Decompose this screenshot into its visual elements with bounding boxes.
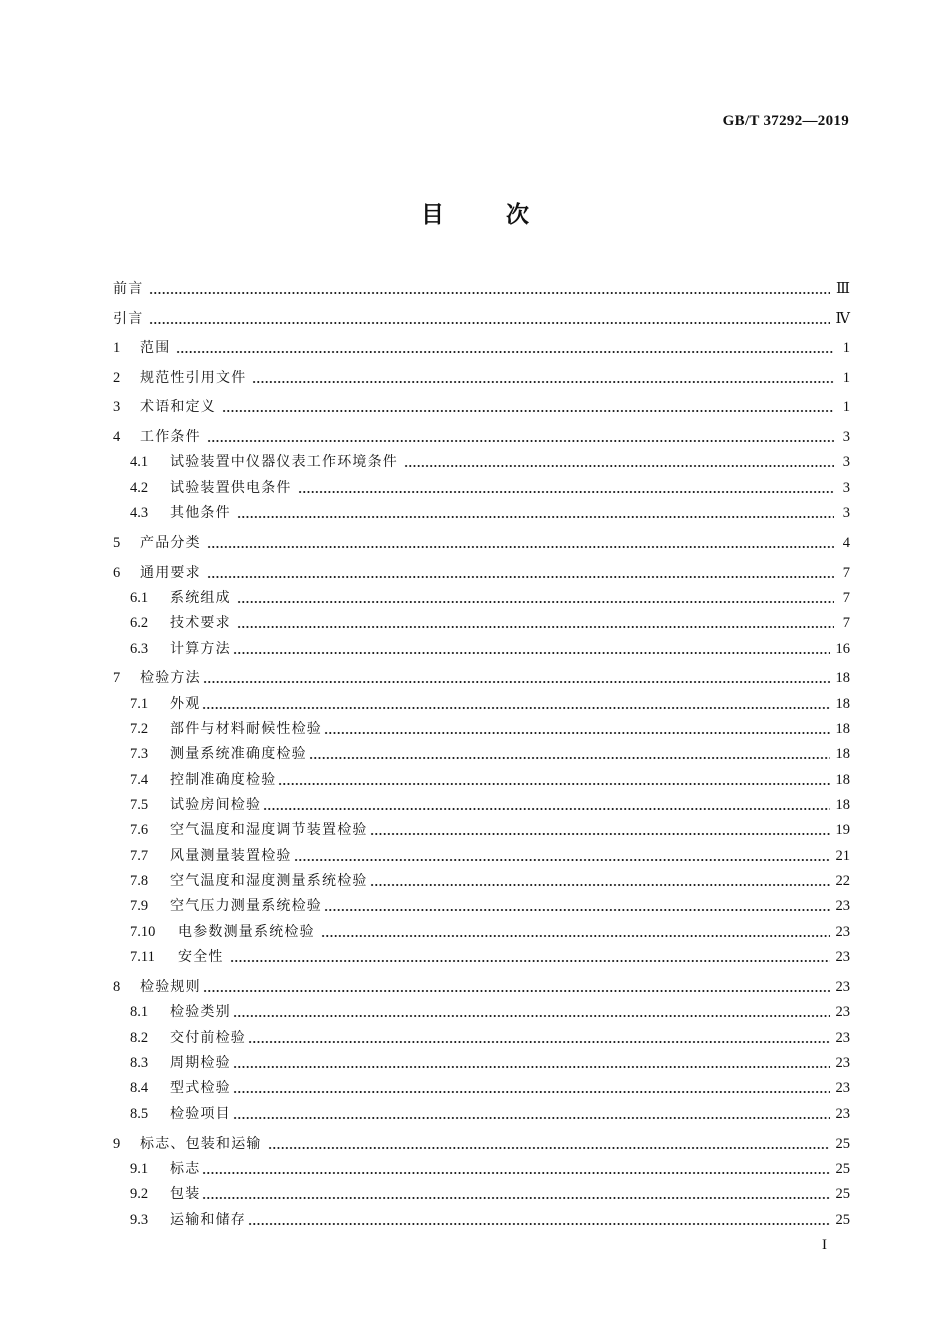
toc-leader-dots	[321, 935, 830, 937]
toc-entry-title: 电参数测量系统检验	[178, 924, 315, 940]
toc-entry-title: 风量测量装置检验	[170, 848, 292, 864]
toc-entry-page: 23	[835, 1106, 850, 1122]
toc-entry-title: 计算方法	[170, 641, 231, 657]
toc-entry-page: 23	[835, 979, 850, 995]
toc-entry-title: 标志	[170, 1161, 201, 1177]
toc-entry[interactable]	[130, 1102, 850, 1126]
toc-leader-dots	[233, 652, 830, 654]
toc-entry[interactable]	[130, 1208, 850, 1232]
toc-leader-dots	[233, 1117, 830, 1119]
toc-entry-title: 标志、包装和运输	[140, 1136, 262, 1152]
toc-entry[interactable]	[130, 692, 850, 716]
toc-entry-page: 18	[835, 746, 850, 762]
toc-entry-number: 7.1	[130, 696, 149, 712]
toc-leader-dots	[176, 351, 834, 353]
toc-entry[interactable]	[113, 975, 850, 999]
toc-entry-title: 型式检验	[170, 1080, 231, 1096]
toc-entry-title: 规范性引用文件	[140, 370, 247, 386]
toc-leader-dots	[268, 1147, 830, 1149]
page-number: I	[822, 1237, 827, 1253]
title-char-2: 次	[506, 202, 529, 228]
toc-entry-number: 8	[113, 979, 121, 995]
toc-entry-number: 8.5	[130, 1106, 149, 1122]
toc-entry-title: 检验项目	[170, 1106, 231, 1122]
toc-entry-number: 9.2	[130, 1186, 149, 1202]
toc-leader-dots	[404, 465, 834, 467]
toc-entry-page: 7	[842, 590, 850, 606]
toc-entry[interactable]	[113, 277, 850, 301]
toc-entry[interactable]	[130, 637, 850, 661]
toc-entry-title: 产品分类	[140, 535, 201, 551]
toc-entry[interactable]	[113, 666, 850, 690]
toc-leader-dots	[149, 322, 829, 324]
toc-entry[interactable]	[130, 476, 850, 500]
toc-entry[interactable]	[130, 611, 850, 635]
toc-entry[interactable]	[113, 561, 850, 585]
toc-leader-dots	[298, 491, 834, 493]
toc-entry[interactable]	[130, 920, 850, 944]
toc-entry[interactable]	[130, 1051, 850, 1075]
toc-entry-page: 16	[835, 641, 850, 657]
toc-entry-number: 7.4	[130, 772, 149, 788]
toc-entry-title: 工作条件	[140, 429, 201, 445]
toc-leader-dots	[203, 681, 830, 683]
toc-entry-number: 6.2	[130, 615, 149, 631]
toc-leader-dots	[263, 808, 829, 810]
toc-entry-number: 5	[113, 535, 121, 551]
toc-entry-page: 23	[835, 924, 850, 940]
toc-entry[interactable]	[113, 1132, 850, 1156]
title-char-1: 目	[421, 202, 444, 228]
toc-entry-page: 23	[835, 1004, 850, 1020]
toc-entry-page: 3	[842, 505, 850, 521]
toc-entry[interactable]	[130, 1157, 850, 1181]
toc-entry-title: 周期检验	[170, 1055, 231, 1071]
toc-entry-title: 安全性	[178, 949, 224, 965]
toc-entry-title: 空气温度和湿度测量系统检验	[170, 873, 368, 889]
toc-leader-dots	[324, 732, 830, 734]
toc-entry-number: 6.1	[130, 590, 149, 606]
toc-leader-dots	[149, 292, 830, 294]
toc-entry-number: 7.8	[130, 873, 149, 889]
toc-leader-dots	[248, 1223, 830, 1225]
toc-leader-dots	[252, 381, 834, 383]
toc-leader-dots	[230, 960, 830, 962]
toc-entry[interactable]	[130, 793, 850, 817]
toc-entry-number: 7.10	[130, 924, 156, 940]
standard-code: GB/T 37292—2019	[722, 113, 849, 129]
toc-entry[interactable]	[113, 366, 850, 390]
toc-entry-page: 22	[835, 873, 850, 889]
toc-entry[interactable]	[130, 586, 850, 610]
toc-leader-dots	[233, 1066, 830, 1068]
toc-entry-number: 3	[113, 399, 121, 415]
toc-entry[interactable]	[130, 450, 850, 474]
toc-leader-dots	[324, 909, 830, 911]
toc-entry-page: 18	[835, 797, 850, 813]
toc-entry-title: 运输和储存	[170, 1212, 246, 1228]
toc-entry-number: 8.1	[130, 1004, 149, 1020]
toc-leader-dots	[248, 1041, 830, 1043]
toc-entry-number: 4.2	[130, 480, 149, 496]
toc-leader-dots	[237, 626, 834, 628]
toc-leader-dots	[294, 859, 830, 861]
toc-entry-title: 空气温度和湿度调节装置检验	[170, 822, 368, 838]
toc-entry[interactable]	[113, 336, 850, 360]
toc-entry-number: 9.1	[130, 1161, 149, 1177]
toc-entry-page: 3	[842, 454, 850, 470]
toc-entry-number: 6	[113, 565, 121, 581]
toc-entry-page: 23	[835, 1030, 850, 1046]
page-title	[0, 196, 950, 229]
toc-entry[interactable]	[130, 945, 850, 969]
toc-entry-number: 8.2	[130, 1030, 149, 1046]
toc-entry-number: 2	[113, 370, 121, 386]
toc-entry[interactable]	[113, 531, 850, 555]
toc-entry-title: 交付前检验	[170, 1030, 246, 1046]
toc-entry-page: 7	[842, 615, 850, 631]
toc-entry-page: 25	[835, 1212, 850, 1228]
toc-entry-page: 21	[835, 848, 850, 864]
toc-entry-number: 7.3	[130, 746, 149, 762]
toc-entry-title: 试验装置供电条件	[170, 480, 292, 496]
toc-entry-title: 通用要求	[140, 565, 201, 581]
toc-entry[interactable]	[113, 307, 850, 331]
toc-entry-title: 试验装置中仪器仪表工作环境条件	[170, 454, 398, 470]
toc-entry[interactable]	[130, 1182, 850, 1206]
toc-entry-number: 4.1	[130, 454, 149, 470]
toc-entry-number: 7.9	[130, 898, 149, 914]
toc-entry-page: 23	[835, 1080, 850, 1096]
toc-entry-page: 25	[835, 1186, 850, 1202]
toc-entry-page: 18	[835, 670, 850, 686]
toc-entry[interactable]	[130, 844, 850, 868]
toc-leader-dots	[222, 410, 834, 412]
toc-entry[interactable]	[130, 1026, 850, 1050]
toc-entry-number: 9.3	[130, 1212, 149, 1228]
toc-entry-number: 1	[113, 340, 121, 356]
toc-leader-dots	[202, 707, 829, 709]
toc-entry[interactable]	[130, 768, 850, 792]
toc-entry-title: 系统组成	[170, 590, 231, 606]
toc-entry-page: 18	[835, 772, 850, 788]
toc-entry-title: 技术要求	[170, 615, 231, 631]
toc-entry-page: 23	[835, 949, 850, 965]
toc-entry-title: 其他条件	[170, 505, 231, 521]
toc-leader-dots	[202, 1197, 829, 1199]
toc-leader-dots	[207, 440, 834, 442]
toc-entry-number: 4.3	[130, 505, 149, 521]
toc-leader-dots	[202, 1172, 829, 1174]
toc-entry-page: 25	[835, 1161, 850, 1177]
toc-entry-title: 范围	[140, 340, 171, 356]
toc-entry-number: 8.3	[130, 1055, 149, 1071]
toc-entry[interactable]	[130, 501, 850, 525]
toc-entry[interactable]	[130, 1000, 850, 1024]
toc-entry-page: 3	[842, 429, 850, 445]
toc-entry-number: 6.3	[130, 641, 149, 657]
toc-entry-title: 测量系统准确度检验	[170, 746, 307, 762]
toc-entry-title: 控制准确度检验	[170, 772, 277, 788]
toc-entry-title: 前言	[113, 281, 144, 297]
toc-entry-page: 19	[835, 822, 850, 838]
toc-entry-page: 7	[842, 565, 850, 581]
toc-entry-number: 8.4	[130, 1080, 149, 1096]
toc-entry-title: 部件与材料耐候性检验	[170, 721, 322, 737]
toc-entry[interactable]	[113, 395, 850, 419]
toc-entry-title: 术语和定义	[140, 399, 216, 415]
toc-entry[interactable]	[130, 869, 850, 893]
toc-entry-number: 7	[113, 670, 121, 686]
toc-leader-dots	[237, 601, 834, 603]
toc-leader-dots	[309, 757, 830, 759]
toc-entry-number: 7.5	[130, 797, 149, 813]
toc-entry-title: 空气压力测量系统检验	[170, 898, 322, 914]
toc-leader-dots	[233, 1091, 830, 1093]
toc-entry-title: 引言	[113, 311, 144, 327]
toc-entry-page: 3	[842, 480, 850, 496]
toc-entry-title: 试验房间检验	[170, 797, 262, 813]
toc-leader-dots	[207, 546, 834, 548]
toc-entry-title: 检验规则	[140, 979, 201, 995]
toc-entry-page: 23	[835, 1055, 850, 1071]
toc-entry-title: 检验方法	[140, 670, 201, 686]
toc-leader-dots	[370, 833, 830, 835]
toc-entry-page: 25	[835, 1136, 850, 1152]
toc-entry[interactable]	[130, 717, 850, 741]
toc-entry-title: 外观	[170, 696, 201, 712]
toc-entry-page: 4	[842, 535, 850, 551]
toc-entry[interactable]	[130, 818, 850, 842]
toc-entry-page: 18	[835, 721, 850, 737]
toc-entry-number: 9	[113, 1136, 121, 1152]
toc-entry-number: 7.7	[130, 848, 149, 864]
toc-entry-page: Ⅳ	[835, 311, 850, 327]
toc-leader-dots	[278, 783, 829, 785]
toc-entry[interactable]	[130, 894, 850, 918]
toc-entry[interactable]	[130, 1076, 850, 1100]
toc-entry-page: 1	[842, 370, 850, 386]
toc-entry-page: 1	[842, 340, 850, 356]
toc-entry-page: 23	[835, 898, 850, 914]
toc-leader-dots	[203, 990, 830, 992]
toc-entry-page: 18	[835, 696, 850, 712]
toc-leader-dots	[207, 576, 834, 578]
toc-entry-title: 检验类别	[170, 1004, 231, 1020]
toc-leader-dots	[370, 884, 830, 886]
toc-leader-dots	[237, 516, 834, 518]
toc-entry-number: 7.11	[130, 949, 155, 965]
toc-leader-dots	[233, 1015, 830, 1017]
toc-entry[interactable]	[113, 425, 850, 449]
toc-entry-title: 包装	[170, 1186, 201, 1202]
toc-entry-page: 1	[842, 399, 850, 415]
toc-entry-number: 7.2	[130, 721, 149, 737]
toc-entry-number: 4	[113, 429, 121, 445]
toc-entry-page: Ⅲ	[836, 281, 850, 297]
toc-entry-number: 7.6	[130, 822, 149, 838]
toc-entry[interactable]	[130, 742, 850, 766]
